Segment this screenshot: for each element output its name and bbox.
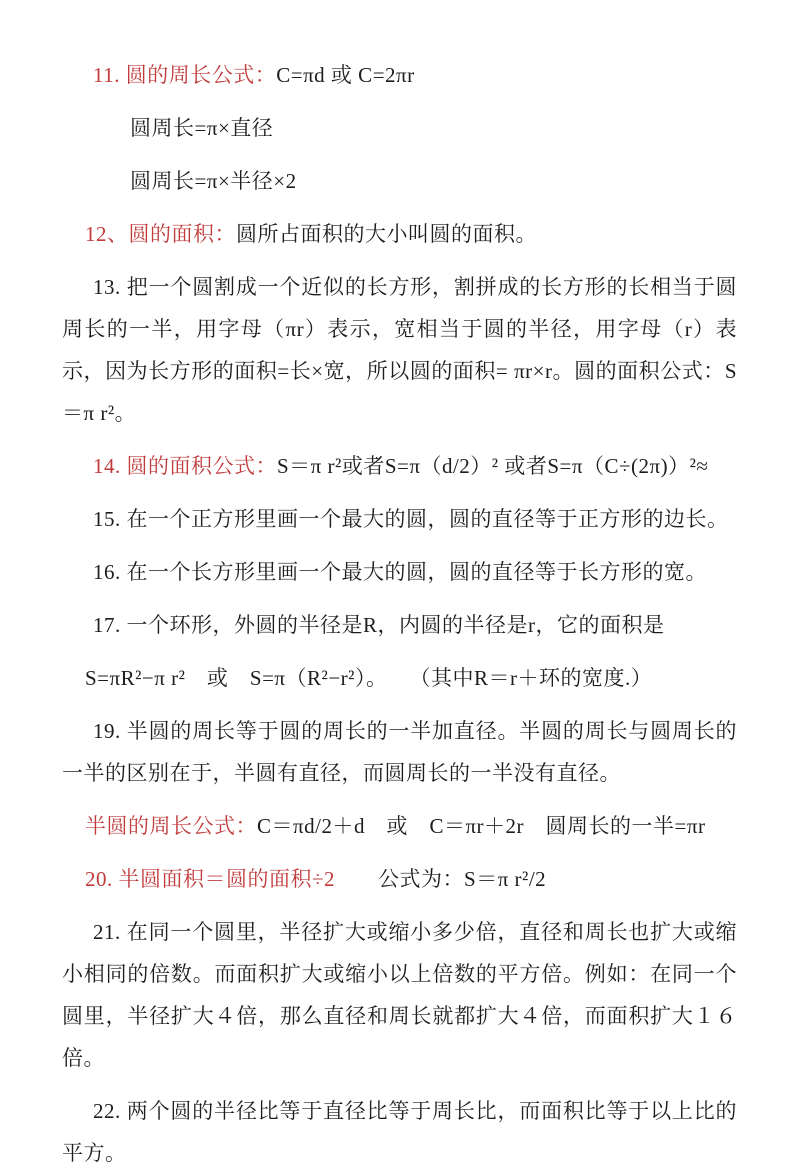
item-20-heading: 20. 半圆面积＝圆的面积÷2 [85, 867, 336, 891]
item-11-circumference-formula [62, 54, 737, 96]
item-14-formula-text: S＝π r²或者S=π（d/2）² 或者S=π（C÷(2π)）²≈ [277, 454, 709, 478]
item-11-sub-line-diameter [62, 107, 737, 149]
circumference-radius-formula: 圆周长=π×半径×2 [130, 169, 297, 193]
circumference-diameter-formula: 圆周长=π×直径 [130, 116, 274, 140]
item-17-text: 17. 一个环形，外圆的半径是R，内圆的半径是r，它的面积是 [93, 613, 665, 637]
item-19-semicircle-perimeter [62, 710, 737, 794]
item-15-circle-in-square [62, 498, 737, 540]
item-11-heading: 11. 圆的周长公式： [93, 63, 277, 87]
item-15-text: 15. 在一个正方形里画一个最大的圆，圆的直径等于正方形的边长。 [93, 507, 729, 531]
item-16-circle-in-rectangle [62, 551, 737, 593]
ring-area-formula-line [62, 657, 737, 699]
item-20-formula-text: 公式为：S＝π r²/2 [335, 867, 547, 891]
item-13-text: 13. 把一个圆割成一个近似的长方形，割拼成的长方形的长相当于圆周长的一半，用字母（πr）表示，宽相当于圆的半径，用字母（r）表示，因为长方形的面积=长×宽，所以圆的面积= πr×r。圆的面积公式：S＝π r²。 [62, 275, 737, 425]
item-21-text: 21. 在同一个圆里，半径扩大或缩小多少倍，直径和周长也扩大或缩小相同的倍数。而面积扩大或缩小以上倍数的平方倍。例如：在同一个圆里，半径扩大４倍，那么直径和周长就都扩大４倍，而面积扩大１６倍。 [62, 920, 737, 1070]
item-12-circle-area-definition [62, 213, 737, 255]
item-13-rectangle-derivation [62, 266, 737, 434]
item-22-ratio-rule [62, 1090, 737, 1174]
semicircle-perimeter-heading: 半圆的周长公式： [85, 814, 257, 838]
semicircle-perimeter-formula-line [62, 805, 737, 847]
ring-area-formula-text: S=πR²−π r² 或 S=π（R²−r²）。 （其中R＝r＋环的宽度.） [85, 666, 653, 690]
item-16-text: 16. 在一个长方形里画一个最大的圆，圆的直径等于长方形的宽。 [93, 560, 707, 584]
item-19-text: 19. 半圆的周长等于圆的周长的一半加直径。半圆的周长与圆周长的一半的区别在于，半圆有直径，而圆周长的一半没有直径。 [62, 719, 737, 785]
item-17-ring-area [62, 604, 737, 646]
item-20-semicircle-area [62, 858, 737, 900]
item-21-scaling-rule [62, 911, 737, 1079]
semicircle-perimeter-formula-text: C＝πd/2＋d 或 C＝πr＋2r 圆周长的一半=πr [257, 814, 706, 838]
item-11-formula-text: C=πd 或 C=2πr [276, 63, 415, 87]
item-12-definition-text: 圆所占面积的大小叫圆的面积。 [236, 222, 537, 246]
item-22-text: 22. 两个圆的半径比等于直径比等于周长比，而面积比等于以上比的平方。 [62, 1099, 737, 1165]
item-11-sub-line-radius [62, 160, 737, 202]
item-14-heading: 14. 圆的面积公式： [93, 454, 277, 478]
item-12-heading: 12、圆的面积： [85, 222, 236, 246]
item-14-area-formula [62, 445, 737, 487]
